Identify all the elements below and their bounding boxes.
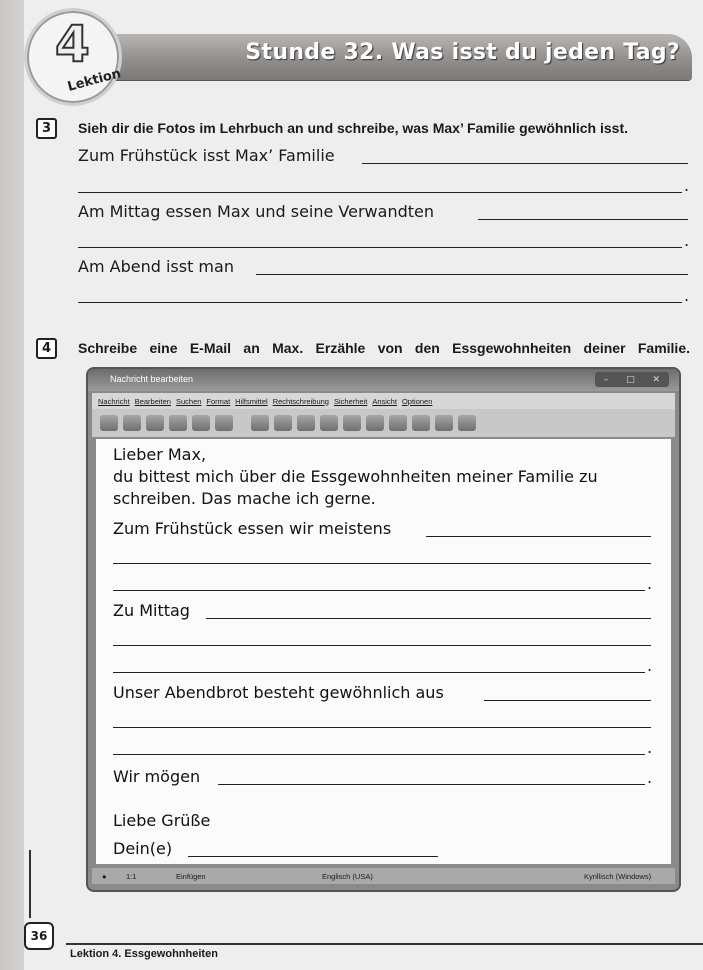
task-3-line-3-label: Am Abend isst man — [78, 257, 234, 276]
window-title: Nachricht bearbeiten — [110, 374, 194, 384]
mail-dinner-label: Unser Abendbrot besteht gewöhnlich aus — [113, 683, 444, 702]
answer-line[interactable] — [113, 590, 645, 591]
period: . — [647, 768, 653, 787]
menu-bearbeiten[interactable]: Bearbeiten — [134, 396, 171, 406]
answer-line[interactable] — [113, 672, 645, 673]
mail-signature-label: Dein(e) — [113, 839, 173, 858]
answer-line[interactable] — [478, 219, 688, 220]
menu-sicherheit[interactable]: Sicherheit — [333, 396, 368, 406]
answer-line[interactable] — [113, 727, 651, 728]
answer-line[interactable] — [206, 618, 651, 619]
redo-icon[interactable] — [274, 415, 292, 431]
answer-line[interactable] — [426, 536, 651, 537]
menu-nachricht[interactable]: Nachricht — [98, 396, 130, 406]
close-icon[interactable]: ✕ — [652, 374, 661, 385]
mail-line-1: du bittest mich über die Essgewohnheiten meiner Familie zu — [113, 467, 598, 486]
answer-line[interactable] — [113, 645, 651, 646]
mail-like-label: Wir mögen — [113, 767, 201, 786]
menu-hilfsmittel[interactable]: Hilfsmittel — [235, 396, 268, 406]
period: . — [684, 286, 690, 305]
footer-label: Lektion 4. Essgewohnheiten — [70, 948, 218, 960]
paste-special-icon[interactable] — [366, 415, 384, 431]
mail-breakfast-label: Zum Frühstück essen wir meistens — [113, 519, 392, 538]
status-mode: Einfügen — [176, 871, 206, 881]
answer-line[interactable] — [218, 784, 645, 785]
answer-line[interactable] — [78, 302, 682, 303]
menu-format[interactable]: Format — [206, 396, 231, 406]
task-3-instruction: Sieh dir die Fotos im Lehrbuch an und schreibe, was Max’ Familie gewöhnlich isst. — [78, 120, 629, 136]
answer-line[interactable] — [78, 247, 682, 248]
menu-rechtschreibung[interactable]: Rechtschreibung — [272, 396, 329, 406]
page-number: 36 — [24, 922, 54, 950]
document-copy-icon[interactable] — [435, 415, 453, 431]
toolbar — [92, 409, 675, 437]
task-3-line-2-label: Am Mittag essen Max und seine Verwandten — [78, 202, 434, 221]
maximize-icon[interactable]: □ — [626, 374, 635, 385]
lesson-label: Lektion — [65, 66, 123, 95]
print-icon[interactable] — [192, 415, 210, 431]
status-zoom: 1:1 — [126, 871, 137, 881]
answer-line[interactable] — [78, 192, 682, 193]
status-bar — [92, 868, 675, 884]
answer-line[interactable] — [256, 274, 688, 275]
footer-text — [70, 948, 218, 960]
lesson-number: 4 — [55, 15, 90, 73]
undo-icon[interactable] — [251, 415, 269, 431]
margin-rule — [29, 850, 31, 918]
status-language[interactable]: Englisch (USA) — [322, 871, 373, 881]
address-book-icon[interactable] — [146, 415, 164, 431]
period: . — [684, 231, 690, 250]
mail-line-2: schreiben. Das mache ich gerne. — [113, 489, 376, 508]
task-3-line-1-label: Zum Frühstück isst Max’ Familie — [78, 146, 335, 165]
document-icon[interactable] — [412, 415, 430, 431]
mail-closing: Liebe Grüße — [113, 811, 211, 830]
mail-greeting: Lieber Max, — [113, 445, 207, 464]
footer-divider — [66, 943, 703, 945]
mail-lunch-label: Zu Mittag — [113, 601, 190, 620]
document-info-icon[interactable] — [458, 415, 476, 431]
status-encoding[interactable]: Kyrillisch (Windows) — [584, 871, 652, 881]
cut-icon[interactable] — [320, 415, 338, 431]
copy-icon[interactable] — [297, 415, 315, 431]
page-title: Stunde 32. Was isst du jeden Tag? — [245, 40, 680, 65]
lesson-badge — [24, 8, 122, 106]
insert-icon[interactable] — [389, 415, 407, 431]
menu-ansicht[interactable]: Ansicht — [372, 396, 397, 406]
menu-suchen[interactable]: Suchen — [175, 396, 202, 406]
period: . — [647, 656, 653, 675]
period: . — [684, 176, 690, 195]
send-icon[interactable] — [100, 415, 118, 431]
task-4-instruction: Schreibe eine E-Mail an Max. Erzähle von den Essgewohnheiten deiner Familie. — [78, 340, 690, 356]
task-4-number: 4 — [36, 338, 57, 359]
header-banner — [90, 34, 692, 80]
message-body[interactable] — [96, 439, 671, 864]
period: . — [647, 738, 653, 757]
minimize-icon[interactable]: – — [603, 374, 609, 385]
page-icon[interactable] — [215, 415, 233, 431]
menu-bar — [92, 393, 675, 409]
window-titlebar — [88, 369, 679, 391]
task-3-number: 3 — [36, 118, 57, 139]
answer-line[interactable] — [113, 563, 651, 564]
menu-optionen[interactable]: Optionen — [401, 396, 433, 406]
save-icon[interactable] — [169, 415, 187, 431]
attach-icon[interactable] — [123, 415, 141, 431]
paste-icon[interactable] — [343, 415, 361, 431]
answer-line[interactable] — [362, 163, 688, 164]
period: . — [647, 574, 653, 593]
status-icon: ● — [102, 871, 107, 881]
signature-line[interactable] — [188, 856, 438, 857]
answer-line[interactable] — [113, 754, 645, 755]
window-controls — [595, 372, 669, 387]
answer-line[interactable] — [484, 700, 651, 701]
email-window — [88, 369, 679, 890]
